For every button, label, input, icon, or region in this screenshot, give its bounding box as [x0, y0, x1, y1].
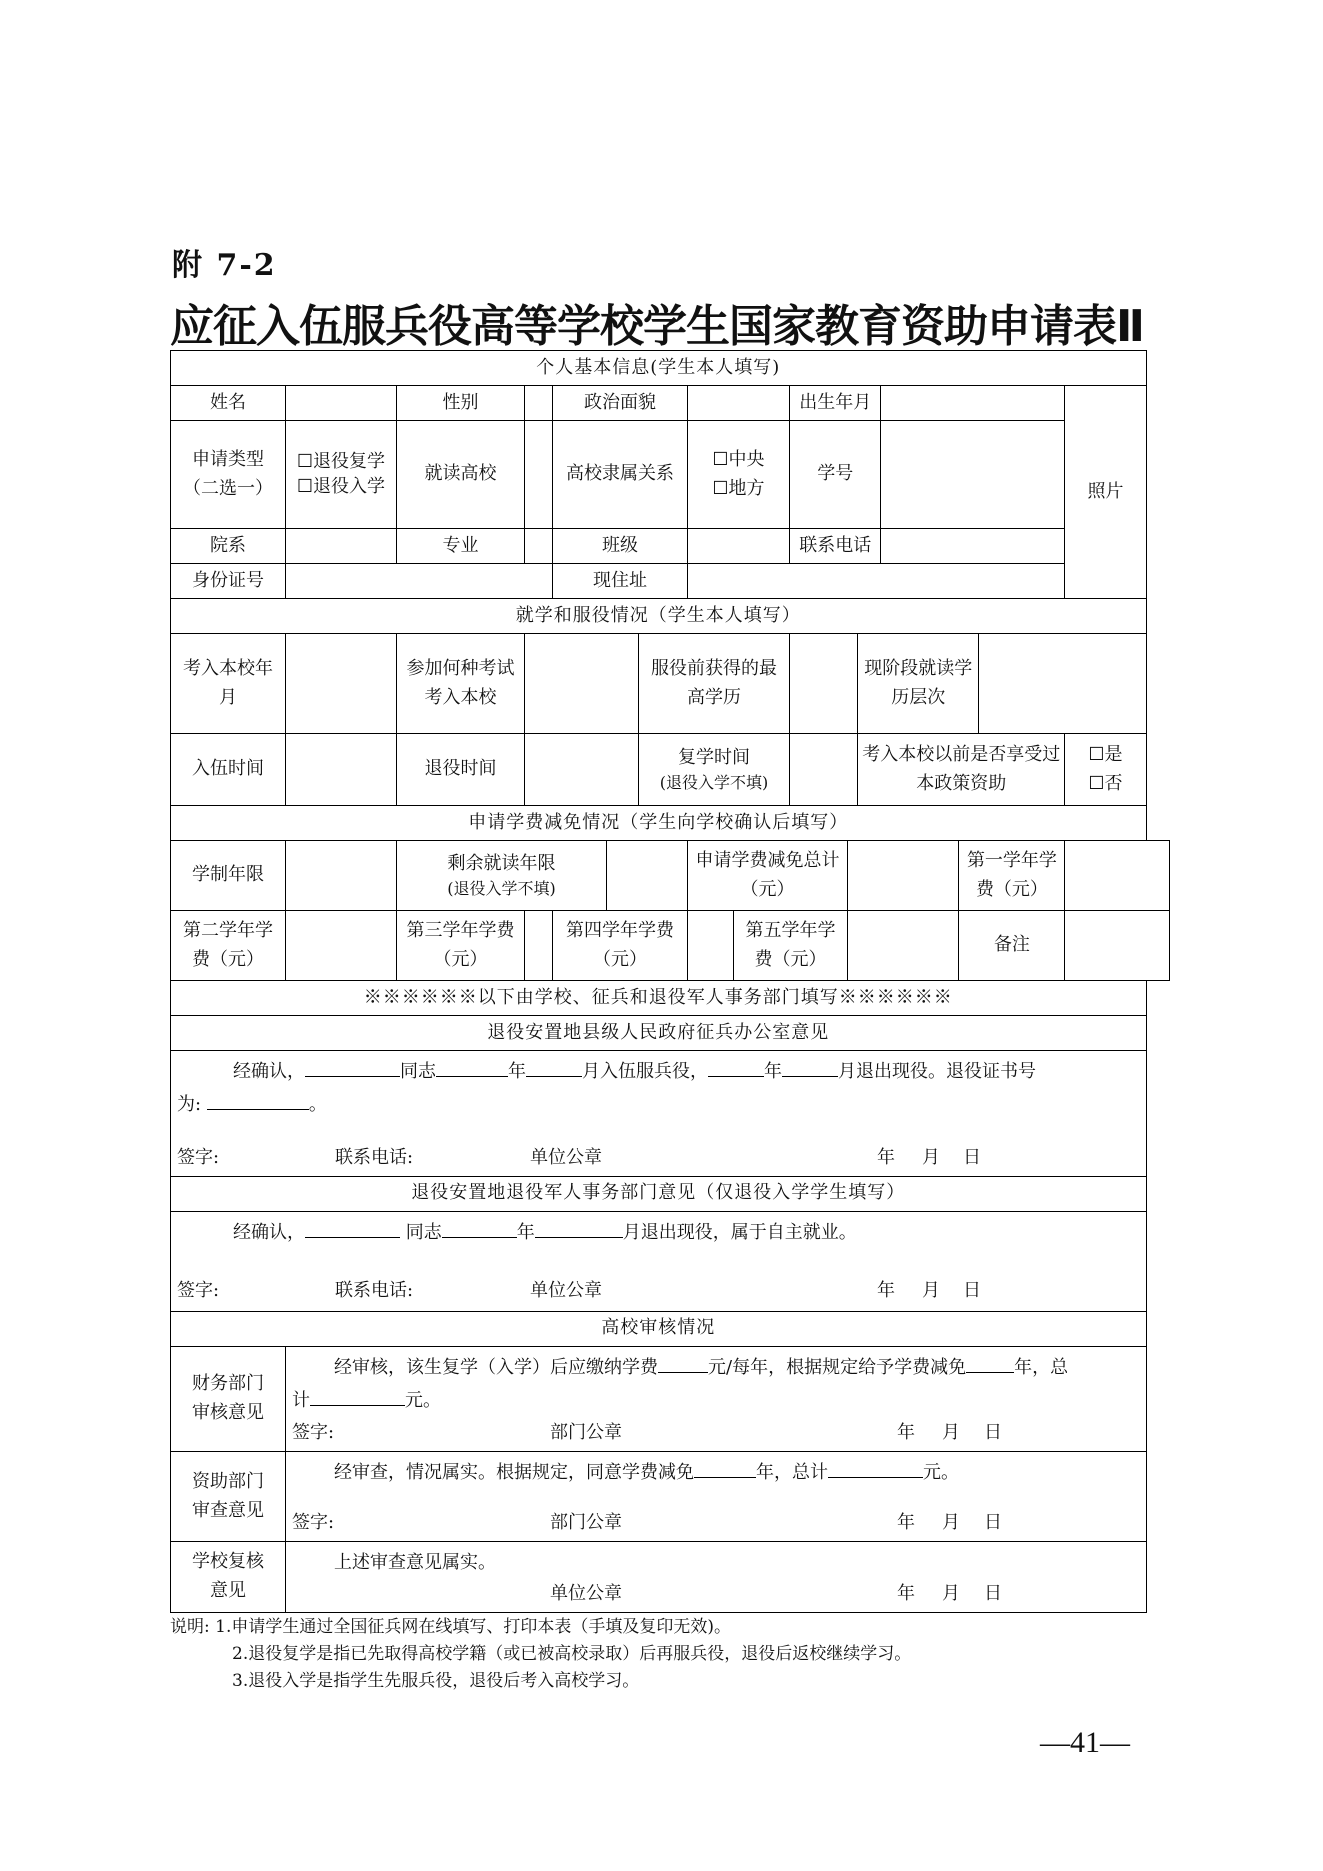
input-retire-time[interactable] — [525, 734, 639, 806]
input-year2-fee[interactable] — [286, 911, 397, 981]
aid-opinion[interactable] — [286, 1452, 1147, 1542]
label-recheck: 学校复核意见 — [171, 1542, 286, 1612]
date-year-label: 年 — [897, 1422, 915, 1444]
sign-label: 签字: — [292, 1512, 335, 1534]
blank-reduction-years[interactable] — [966, 1354, 1014, 1373]
input-political[interactable] — [688, 386, 790, 421]
note-2: 2.退役复学是指已先取得高校学籍（或已被高校录取）后再服兵役，退役后返校继续学习。 — [232, 1644, 912, 1664]
label-resume-note: (退役入学不填) — [659, 772, 769, 792]
label-total: 申请学费减免总计（元） — [688, 841, 848, 911]
checkbox-yes[interactable]: ☐是 — [1088, 743, 1123, 765]
veteran-confirm-text: 经确认， — [233, 1221, 305, 1243]
blank-veteran-month[interactable] — [535, 1219, 623, 1238]
input-student-no[interactable] — [881, 421, 1065, 529]
veteran-month-text: 月退出现役，属于自主就业。 — [622, 1221, 857, 1243]
notes-prefix: 说明: — [170, 1617, 210, 1637]
annex-label: 附 7-2 — [172, 248, 277, 283]
school-review-heading: 高校审核情况 — [171, 1311, 1147, 1346]
input-year5-fee[interactable] — [848, 911, 959, 981]
checkbox-enter-school[interactable]: ☐退役入学 — [296, 475, 386, 497]
label-remaining-note: (退役入学不填) — [447, 878, 556, 898]
label-current-level: 现阶段就读学历层次 — [858, 634, 979, 734]
county-retire-text: 月退出现役。退役证书号 — [838, 1061, 1036, 1082]
label-gender: 性别 — [397, 386, 525, 421]
date-day-label: 日 — [984, 1582, 1002, 1604]
date-day-label: 日 — [963, 1279, 981, 1301]
label-phone: 联系电话 — [790, 529, 881, 564]
date-month-label: 月 — [942, 1512, 960, 1534]
label-year4-fee: 第四学年学费（元） — [553, 911, 688, 981]
input-current-level[interactable] — [979, 634, 1146, 734]
date-month-label: 月 — [942, 1582, 960, 1604]
label-enroll-date: 考入本校年月 — [171, 634, 286, 734]
input-enlist-time[interactable] — [286, 734, 397, 806]
label-school: 就读高校 — [397, 421, 525, 529]
finance-end-text: 元。 — [405, 1389, 441, 1411]
aid-end-text: 元。 — [923, 1462, 959, 1484]
label-enlist-time: 入伍时间 — [171, 734, 286, 806]
veteran-year-text: 年 — [516, 1221, 535, 1243]
notes — [170, 1614, 1170, 1695]
official-divider: ※※※※※※以下由学校、征兵和退役军人事务部门填写※※※※※※ — [171, 981, 1147, 1016]
recheck-opinion[interactable] — [286, 1542, 1147, 1612]
blank-aid-total[interactable] — [828, 1459, 923, 1478]
aid-year-text: 年，总计 — [756, 1462, 828, 1484]
application-form — [170, 350, 1170, 1613]
county-comrade-text: 同志 — [400, 1061, 436, 1082]
period-mark: 。 — [308, 1094, 327, 1116]
label-remaining: 剩余就读年限 — [447, 852, 556, 874]
label-apply-type: 申请类型（二选一） — [171, 421, 286, 529]
checkbox-local[interactable]: ☐地方 — [712, 477, 765, 499]
blank-tuition[interactable] — [658, 1354, 708, 1373]
input-remaining[interactable] — [607, 841, 688, 911]
county-enlist-text: 月入伍服兵役， — [582, 1061, 708, 1082]
label-finance: 财务部门审核意见 — [171, 1346, 286, 1452]
input-name[interactable] — [286, 386, 397, 421]
date-year-label: 年 — [877, 1146, 895, 1168]
dept-seal-label: 部门公章 — [550, 1422, 622, 1444]
county-office-opinion[interactable] — [171, 1051, 1147, 1177]
blank-cert-no[interactable] — [207, 1091, 309, 1110]
label-exam-type: 参加何种考试考入本校 — [397, 634, 525, 734]
date-day-label: 日 — [963, 1146, 981, 1168]
finance-opinion[interactable] — [286, 1346, 1147, 1452]
finance-total-text: 计 — [292, 1389, 310, 1411]
aid-text: 经审查，情况属实。根据规定，同意学费减免 — [334, 1462, 694, 1484]
input-year3-fee[interactable] — [525, 911, 553, 981]
county-year-text-2: 年 — [764, 1061, 782, 1082]
input-exam-type[interactable] — [525, 634, 639, 734]
input-phone[interactable] — [881, 529, 1065, 564]
input-remark[interactable] — [1065, 911, 1170, 981]
county-office-heading: 退役安置地县级人民政府征兵办公室意见 — [171, 1016, 1147, 1051]
finance-unit-text: 元/每年，根据规定给予学费减免 — [708, 1356, 967, 1378]
input-school[interactable] — [525, 421, 553, 529]
date-year-label: 年 — [877, 1279, 895, 1301]
input-class[interactable] — [688, 529, 790, 564]
input-id-no[interactable] — [286, 564, 553, 599]
sign-label: 签字: — [177, 1279, 220, 1301]
county-year-text: 年 — [508, 1061, 526, 1082]
section-personal-heading: 个人基本信息(学生本人填写) — [171, 351, 1147, 386]
input-gender[interactable] — [525, 386, 553, 421]
dept-seal-label: 部门公章 — [550, 1512, 622, 1534]
blank-retire-year[interactable] — [708, 1058, 764, 1077]
label-year5-fee: 第五学年学费（元） — [734, 911, 848, 981]
label-remark: 备注 — [959, 911, 1065, 981]
photo-box[interactable]: 照片 — [1065, 386, 1146, 599]
label-name: 姓名 — [171, 386, 286, 421]
label-affiliation: 高校隶属关系 — [553, 421, 688, 529]
date-month-label: 月 — [942, 1422, 960, 1444]
input-edu-before[interactable] — [790, 634, 858, 734]
label-year2-fee: 第二学年学费（元） — [171, 911, 286, 981]
blank-total-amount[interactable] — [310, 1387, 405, 1406]
checkbox-resume-school[interactable]: ☐退役复学 — [296, 451, 386, 473]
note-3: 3.退役入学是指学生先服兵役，退役后考入高校学习。 — [232, 1671, 640, 1691]
veteran-comrade-text: 同志 — [405, 1221, 442, 1243]
label-major: 专业 — [397, 529, 525, 564]
contact-label: 联系电话: — [335, 1146, 414, 1168]
checkbox-no[interactable]: ☐否 — [1088, 772, 1123, 794]
contact-label: 联系电话: — [335, 1279, 414, 1301]
recheck-text: 上述审查意见属实。 — [334, 1552, 496, 1574]
county-cert-text: 为: — [177, 1094, 202, 1116]
label-duration: 学制年限 — [171, 841, 286, 911]
label-year1-fee: 第一学年学费（元） — [959, 841, 1065, 911]
label-student-no: 学号 — [790, 421, 881, 529]
label-retire-time: 退役时间 — [397, 734, 525, 806]
blank-name[interactable] — [305, 1058, 400, 1077]
finance-year-text: 年，总 — [1014, 1356, 1069, 1378]
date-month-label: 月 — [922, 1279, 940, 1301]
input-address[interactable] — [688, 564, 1065, 599]
page-title: 应征入伍服兵役高等学校学生国家教育资助申请表Ⅱ — [170, 301, 1144, 352]
date-year-label: 年 — [897, 1582, 915, 1604]
date-month-label: 月 — [922, 1146, 940, 1168]
county-confirm-text: 经确认， — [233, 1061, 305, 1082]
input-major[interactable] — [525, 529, 553, 564]
input-duration[interactable] — [286, 841, 397, 911]
blank-enlist-month[interactable] — [526, 1058, 582, 1077]
label-id-no: 身份证号 — [171, 564, 286, 599]
finance-text: 经审核，该生复学（入学）后应缴纳学费 — [334, 1356, 658, 1378]
unit-seal-label: 单位公章 — [530, 1146, 602, 1168]
label-aid: 资助部门审查意见 — [171, 1452, 286, 1542]
label-dept: 院系 — [171, 529, 286, 564]
blank-veteran-name[interactable] — [305, 1219, 400, 1238]
input-total[interactable] — [848, 841, 959, 911]
label-birth: 出生年月 — [790, 386, 881, 421]
input-resume-time[interactable] — [790, 734, 858, 806]
section-service-heading: 就学和服役情况（学生本人填写） — [171, 599, 1147, 634]
input-year4-fee[interactable] — [688, 911, 734, 981]
input-year1-fee[interactable] — [1065, 841, 1170, 911]
label-political: 政治面貌 — [553, 386, 688, 421]
blank-retire-month[interactable] — [782, 1058, 838, 1077]
date-day-label: 日 — [984, 1422, 1002, 1444]
label-prior-aid: 考入本校以前是否享受过本政策资助 — [858, 734, 1065, 806]
blank-veteran-year[interactable] — [442, 1219, 517, 1238]
veteran-office-heading: 退役安置地退役军人事务部门意见（仅退役入学学生填写） — [171, 1176, 1147, 1211]
checkbox-central[interactable]: ☐中央 — [712, 448, 765, 470]
veteran-office-opinion[interactable] — [171, 1211, 1147, 1311]
date-year-label: 年 — [897, 1512, 915, 1534]
blank-aid-years[interactable] — [694, 1459, 756, 1478]
unit-seal-label: 单位公章 — [550, 1582, 622, 1604]
input-enroll-date[interactable] — [286, 634, 397, 734]
input-dept[interactable] — [286, 529, 397, 564]
sign-label: 签字: — [177, 1146, 220, 1168]
date-day-label: 日 — [984, 1512, 1002, 1534]
label-resume-time: 复学时间 — [678, 746, 750, 768]
sign-label: 签字: — [292, 1422, 335, 1444]
label-edu-before: 服役前获得的最高学历 — [639, 634, 790, 734]
label-year3-fee: 第三学年学费（元） — [397, 911, 525, 981]
label-class: 班级 — [553, 529, 688, 564]
note-1: 1.申请学生通过全国征兵网在线填写、打印本表（手填及复印无效)。 — [215, 1617, 731, 1637]
blank-enlist-year[interactable] — [436, 1058, 508, 1077]
page-number: —41— — [1040, 1726, 1130, 1759]
unit-seal-label: 单位公章 — [530, 1279, 602, 1301]
section-fee-heading: 申请学费减免情况（学生向学校确认后填写） — [171, 806, 1147, 841]
label-address: 现住址 — [553, 564, 688, 599]
input-birth[interactable] — [881, 386, 1065, 421]
